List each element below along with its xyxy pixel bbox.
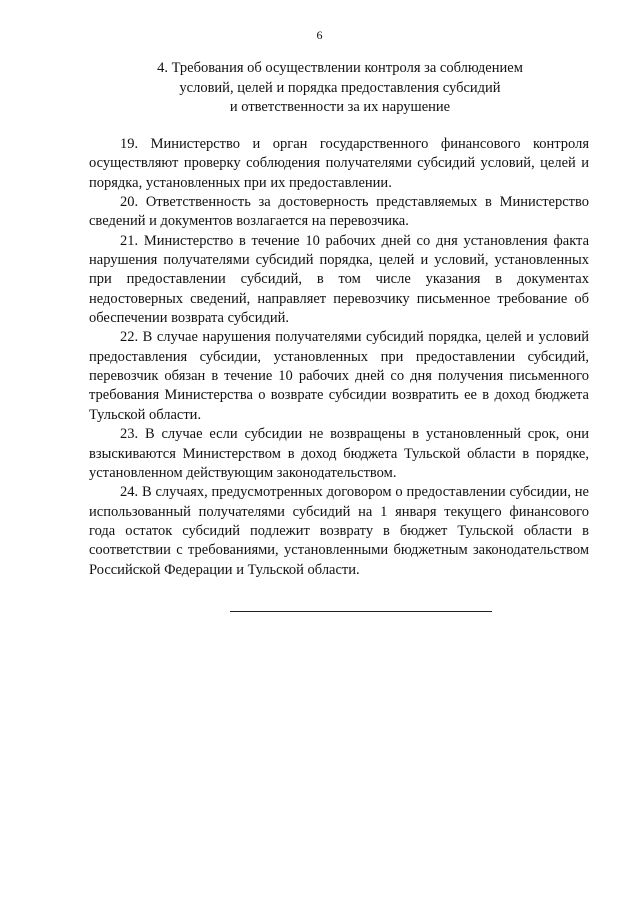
section-heading-line-3: и ответственности за их нарушение xyxy=(229,99,451,116)
document-body xyxy=(89,135,589,580)
paragraph-21: 21. Министерство в течение 10 рабочих дней со дня установления факта нарушения получателями субсидий порядка, целей и условий, установленных при предоставлении субсидий, в том числе указания в документах недостоверных сведений, направляет перевозчику письменное требование об обеспечении возврата субсидий. xyxy=(89,232,589,327)
section-heading-line-2: условий, целей и порядка предоставления субсидий xyxy=(179,79,501,96)
page-number: 6 xyxy=(316,28,323,42)
paragraph-24: 24. В случаях, предусмотренных договором о предоставлении субсидии, не использованный получателями субсидий на 1 января текущего финансового года остаток субсидий подлежит возврату в бюджет Тульской области в соответствии с требованиями, установленными бюджетным законодательством Российской Федерации и Тульской области. xyxy=(89,484,589,578)
paragraph-19: 19. Министерство и орган государственного финансового контроля осуществляют проверку соблюдения получателями субсидий условий, целей и порядка, установленных при их предоставлении. xyxy=(89,136,589,191)
paragraph-20: 20. Ответственность за достоверность представляемых в Министерство сведений и документов возлагается на перевозчика. xyxy=(89,194,589,230)
closing-rule xyxy=(230,611,492,612)
section-heading-line-1: 4. Требования об осуществлении контроля за соблюдением xyxy=(157,60,523,76)
paragraph-23: 23. В случае если субсидии не возвращены в установленный срок, они взыскиваются Министерством в доход бюджета Тульской области в порядке, установленном действующим законодательством. xyxy=(89,426,589,481)
paragraph-22: 22. В случае нарушения получателями субсидий порядка, целей и условий предоставления субсидии, установленных при предоставлении субсидий, перевозчик обязан в течение 10 рабочих дней со дня получения письменного требования Министерства о возврате субсидии возвратить ее в доход бюджета Тульской области. xyxy=(89,329,589,423)
section-heading xyxy=(96,59,584,118)
